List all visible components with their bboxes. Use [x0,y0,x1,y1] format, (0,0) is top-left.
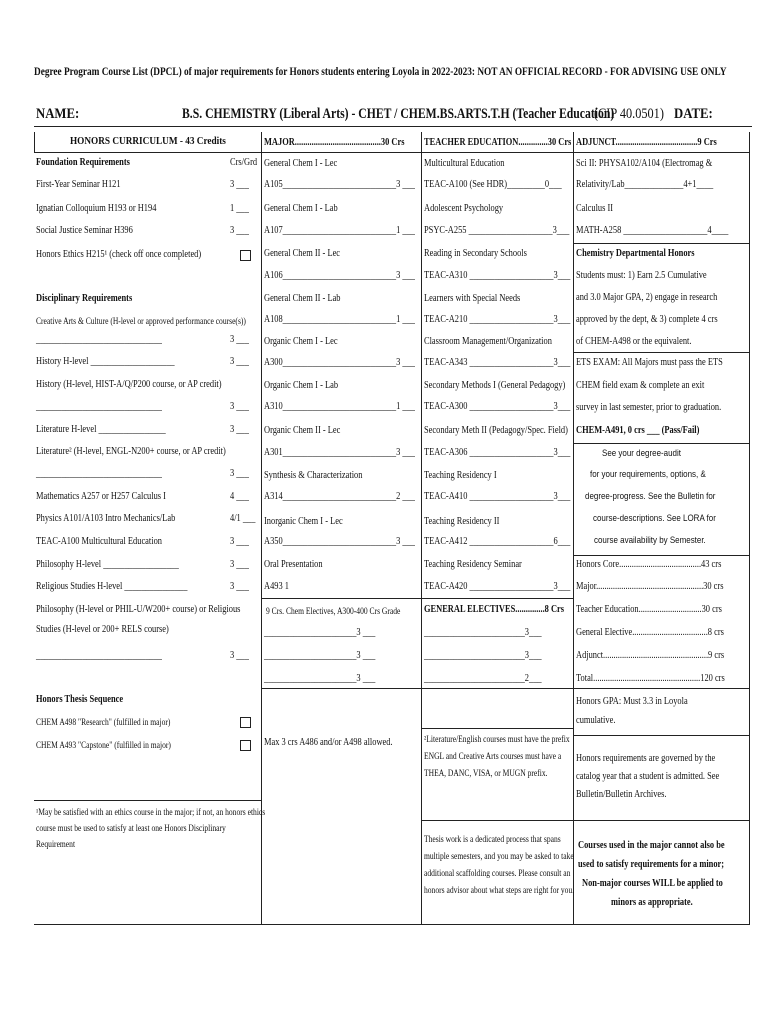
gov-line1: Honors requirements are governed by the [576,753,716,764]
creative-item: Creative Arts & Culture (H-level or approved performance course(s)) [36,316,246,326]
teacher-title-8: Teaching Residency II [424,516,500,527]
date-label: DATE: [674,106,713,122]
ethics-checkbox[interactable] [240,250,251,261]
teacher-heading: TEACHER EDUCATION..............30 Crs [424,137,572,148]
ignatian-credit: 1 ___ [230,203,249,214]
history-alt-credit: 3 ___ [230,401,249,412]
fys-item: First-Year Seminar H121 [36,179,121,190]
total-all: Total...................................................120 crs [576,673,725,684]
phil-alt-line: ______________________________ [36,650,162,661]
phil-alt-item-1: Philosophy (H-level or PHIL-U/W200+ course) or Religious [36,604,241,615]
social-item: Social Justice Seminar H396 [36,225,133,236]
teac-item: TEAC-A100 Multicultural Education [36,536,162,547]
ethics-item: Honors Ethics H215¹ (check off once completed) [36,249,202,260]
minor-line1: Courses used in the major cannot also be [578,840,725,851]
major-course-1: A107___________________________1 ___ [264,225,415,236]
max-note: Max 3 crs A486 and/or A498 allowed. [264,737,393,748]
thesis-rule [421,820,573,821]
table-bottom-border [34,924,750,925]
gov-rule [573,735,749,736]
teacher-title-3: Learners with Special Needs [424,293,521,304]
gen-elec-line-1: ________________________3___ [424,627,542,638]
adjunct-heading: ADJUNCT.......................................9 Crs [576,137,717,148]
total-major: Major...................................................30 crs [576,581,724,592]
gen-elec-line-3: ________________________2___ [424,673,542,684]
major-course-2: A106___________________________3 ___ [264,270,415,281]
dept-honors-line3: and 3.0 Major GPA, 2) engage in research [576,292,718,303]
chem498-checkbox[interactable] [240,717,251,728]
footnote1-rule [34,800,261,801]
elective-line-2: ______________________3 ___ [264,650,376,661]
philosophy-item: Philosophy H-level __________________ [36,559,179,570]
left-border-head [34,132,35,152]
gov-line2: catalog year that a student is admitted. See [576,771,720,782]
ets-rule [573,352,749,353]
philosophy-credit: 3 ___ [230,559,249,570]
teacher-course-3: TEAC-A210 ____________________3___ [424,314,571,325]
teacher-title-9: Teaching Residency Seminar [424,559,522,570]
ignatian-item: Ignatian Colloquium H193 or H194 [36,203,157,214]
physics-credit: 4/1 ___ [230,513,256,524]
audit-line4: course-descriptions. See LORA for [593,513,716,524]
thesis-note-line3: additional scaffolding courses. Please consult an [424,868,571,878]
name-label: NAME: [36,106,80,122]
creative-line: ______________________________ [36,334,162,345]
phil-alt-item-2: Studies (H-level or 200+ RELS course) [36,624,169,635]
footnote-rule [421,728,573,729]
physics-item: Physics A101/A103 Intro Mechanics/Lab [36,513,176,524]
lit-alt-item: Literature² (H-level, ENGL-N200+ course, or AP credit) [36,446,226,457]
adjunct-line3: Calculus II [576,203,614,214]
major-title-5: Organic Chem I - Lab [264,380,339,391]
history-h-credit: 3 ___ [230,356,249,367]
teacher-course-6: TEAC-A306 ____________________3___ [424,447,571,458]
lit-alt-line: ______________________________ [36,468,162,479]
major-course-7: A314___________________________2 ___ [264,491,415,502]
footnote1-line3: Requirement [36,839,76,849]
electives-heading: 9 Crs. Chem Electives, A300-400 Crs Grade [266,606,401,616]
honors-head-rule [34,152,261,153]
major-title-0: General Chem I - Lec [264,158,338,169]
lit-alt-credit: 3 ___ [230,468,249,479]
program-title: B.S. CHEMISTRY (Liberal Arts) - CHET / CHEM.BS.ARTS.T.H (Teacher Education) [182,106,615,122]
history-alt-line: ______________________________ [36,401,162,412]
teacher-course-8: TEAC-A412 ____________________6___ [424,536,571,547]
major-title-8: Inorganic Chem I - Lec [264,516,343,527]
teacher-title-7: Teaching Residency I [424,470,497,481]
major-title-6: Organic Chem II - Lec [264,425,341,436]
dept-honors-line2: Students must: 1) Earn 2.5 Cumulative [576,270,707,281]
creative-credit: 3 ___ [230,334,249,345]
gpa-rule [573,688,749,689]
elective-line-3: ______________________3 ___ [264,673,376,684]
footnote2-line1: ²Literature/English courses must have the prefix [424,734,570,744]
teacher-title-5: Secondary Methods I (General Pedagogy) [424,380,566,391]
math-item: Mathematics A257 or H257 Calculus I [36,491,166,502]
major-course-4: A300___________________________3 ___ [264,357,415,368]
history-h-item: History H-level ____________________ [36,356,175,367]
major-course-6: A301___________________________3 ___ [264,447,415,458]
lit-h-item: Literature H-level ________________ [36,424,166,435]
major-bottom-rule [261,688,421,689]
head-rule [261,152,749,153]
audit-rule [573,443,749,444]
major-course-3: A108___________________________1 ___ [264,314,415,325]
disciplinary-heading: Disciplinary Requirements [36,293,133,304]
thesis-note-line4: honors advisor about what steps are right for you. [424,885,575,895]
teacher-course-1: PSYC-A255 ____________________3___ [424,225,570,236]
adjunct-line2: Relativity/Lab______________4+1____ [576,179,714,190]
teac-credit: 3 ___ [230,536,249,547]
major-course-8: A350___________________________3 ___ [264,536,415,547]
ets-line4: CHEM-A491, 0 crs ___ (Pass/Fail) [576,425,700,436]
teacher-course-5: TEAC-A300 ____________________3___ [424,401,571,412]
ets-line3: survey in last semester, prior to graduation. [576,402,722,413]
honors-heading: HONORS CURRICULUM - 43 Credits [70,135,226,147]
gpa-line1: Honors GPA: Must 3.3 in Loyola [576,696,688,707]
minor-line4: minors as appropriate. [611,897,693,908]
chem493-item: CHEM A493 "Capstone" (fulfilled in major) [36,740,171,750]
thesis-note-line2: multiple semesters, and you may be asked to take [424,851,574,861]
audit-line2: for your requirements, options, & [590,469,706,480]
gen-elec-bottom-rule [421,688,573,689]
teacher-course-0: TEAC-A100 (See HDR)_________0___ [424,179,562,190]
audit-line3: degree-progress. See the Bulletin for [585,491,716,502]
major-course-9: A493 1 [264,581,289,592]
fys-credit: 3 ___ [230,179,249,190]
teacher-title-0: Multicultural Education [424,158,505,169]
major-title-7: Synthesis & Characterization [264,470,363,481]
chem498-item: CHEM A498 "Research" (fulfilled in major) [36,717,171,727]
gen-elec-line-2: ________________________3___ [424,650,542,661]
major-title-4: Organic Chem I - Lec [264,336,338,347]
social-credit: 3 ___ [230,225,249,236]
ets-line2: CHEM field exam & complete an exit [576,380,705,391]
total-adjunct: Adjunct..................................................9 crs [576,650,725,661]
ets-line1: ETS EXAM: All Majors must pass the ETS [576,357,723,368]
thesis-seq-heading: Honors Thesis Sequence [36,694,124,705]
major-heading: MAJOR.........................................30 Crs [264,137,405,148]
electives-rule [261,598,573,599]
right-border [749,132,750,924]
major-title-9: Oral Presentation [264,559,323,570]
col-divider-3 [573,132,574,924]
audit-line1: See your degree-audit [602,448,681,459]
teacher-title-4: Classroom Management/Organization [424,336,552,347]
major-title-1: General Chem I - Lab [264,203,338,214]
adjunct-line4: MATH-A258 ____________________4____ [576,225,729,236]
minor-line3: Non-major courses WILL be applied to [582,878,723,889]
chem493-checkbox[interactable] [240,740,251,751]
teacher-course-9: TEAC-A420 ____________________3___ [424,581,571,592]
gpa-line2: cumulative. [576,715,616,726]
table-top-border [34,126,752,127]
religious-item: Religious Studies H-level _______________ [36,581,188,592]
cip-code: (CIP 40.0501) [594,106,664,122]
teacher-course-7: TEAC-A410 ____________________3___ [424,491,571,502]
minor-rule [573,820,749,821]
total-core: Honors Core.......................................43 crs [576,559,722,570]
total-general: General Elective....................................8 crs [576,627,724,638]
major-course-5: A310___________________________1 ___ [264,401,415,412]
elective-line-1: ______________________3 ___ [264,627,376,638]
gov-line3: Bulletin/Bulletin Archives. [576,789,667,800]
crs-grd-label: Crs/Grd [230,157,258,168]
major-course-0: A105___________________________3 ___ [264,179,415,190]
minor-line2: used to satisfy requirements for a minor; [578,859,725,870]
document-header: Degree Program Course List (DPCL) of major requirements for Honors students entering Loyola in 2022-2023: NOT AN OFFICIAL RECORD - FOR ADVISING USE ONLY [34,66,727,78]
math-credit: 4 ___ [230,491,249,502]
dept-honors-line4: approved by the dept, & 3) complete 4 crs [576,314,718,325]
audit-line5: course availability by Semester. [594,535,706,546]
major-title-3: General Chem II - Lab [264,293,341,304]
dept-honors-line5: of CHEM-A498 or the equivalent. [576,336,692,347]
footnote2-line3: THEA, DANC, VISA, or MUGN prefix. [424,768,548,778]
totals-rule [573,555,749,556]
total-teacher: Teacher Education..............................30 crs [576,604,722,615]
footnote1-line2: course must be used to satisfy at least one Honors Disciplinary [36,823,226,833]
teacher-course-4: TEAC-A343 ____________________3___ [424,357,571,368]
teacher-title-1: Adolescent Psychology [424,203,504,214]
religious-credit: 3 ___ [230,581,249,592]
dept-honors-line1: Chemistry Departmental Honors [576,248,695,259]
footnote1-line1: ¹May be satisfied with an ethics course in the major; if not, an honors ethics [36,807,266,817]
thesis-note-line1: Thesis work is a dedicated process that spans [424,834,561,844]
foundation-heading: Foundation Requirements [36,157,130,168]
teacher-course-2: TEAC-A310 ____________________3___ [424,270,571,281]
adjunct-line1: Sci II: PHYSA102/A104 (Electromag & [576,158,713,169]
teacher-title-6: Secondary Meth II (Pedagogy/Spec. Field) [424,425,568,436]
major-title-2: General Chem II - Lec [264,248,341,259]
gen-elec-heading: GENERAL ELECTIVES..............8 Crs [424,604,565,615]
dept-rule [573,243,749,244]
teacher-title-2: Reading in Secondary Schools [424,248,527,259]
phil-alt-credit: 3 ___ [230,650,249,661]
col-divider-2 [421,132,422,924]
lit-h-credit: 3 ___ [230,424,249,435]
history-alt-item: History (H-level, HIST-A/Q/P200 course, or AP credit) [36,379,222,390]
footnote2-line2: ENGL and Creative Arts courses must have a [424,751,562,761]
